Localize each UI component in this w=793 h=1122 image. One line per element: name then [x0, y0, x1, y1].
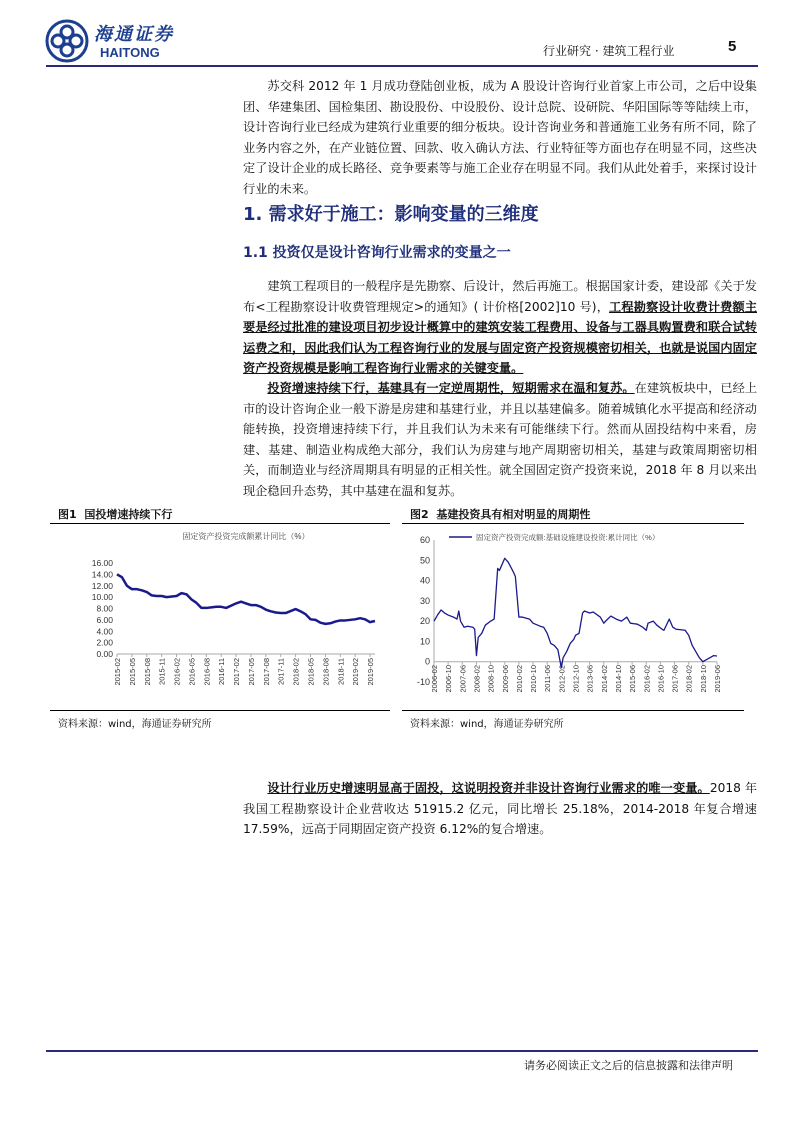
- x-tick-label: 2015-02: [113, 658, 122, 686]
- x-tick-label: 2014-10: [613, 665, 623, 693]
- figure-2-bottom-rule: [402, 710, 744, 711]
- x-tick-label: 2016-08: [202, 658, 212, 686]
- x-tick-label: 2017-11: [276, 658, 286, 685]
- y-tick-label: 4.00: [96, 626, 113, 637]
- x-tick-label: 2019-05: [366, 658, 376, 686]
- figure-1-bottom-rule: [50, 710, 390, 711]
- header-rule: [46, 65, 758, 67]
- x-tick-label: 2006-02: [430, 665, 439, 693]
- figure-2-source: 资料来源：wind，海通证券研究所: [410, 719, 564, 730]
- paragraph-2: [243, 378, 757, 501]
- logo-en-text: HAITONG: [100, 45, 160, 60]
- y-tick-label: 10: [419, 636, 430, 647]
- x-tick-label: 2015-06: [628, 665, 638, 693]
- legend-label: 固定资产投资完成额:基础设施建设投资:累计同比（%）: [476, 533, 660, 542]
- x-tick-label: 2015-08: [142, 658, 152, 686]
- chart-1: [50, 525, 390, 705]
- x-tick-label: 2012-02: [557, 665, 567, 693]
- y-tick-label: 6.00: [96, 614, 113, 625]
- p3-text: 2018 年我国工程勘察设计企业营收达 51915.2 亿元，同比增长 25.18%，2014-2018 年复合增速 17.59%，远高于同期固定资产投资 6.12%的复合增速。: [243, 781, 758, 836]
- footer-rule: [46, 1050, 758, 1052]
- x-tick-label: 2018-05: [306, 658, 316, 686]
- p3-emphasis: 设计行业历史增速明显高于固投，这说明投资并非设计咨询行业需求的唯一变量。: [267, 781, 710, 795]
- x-tick-label: 2017-06: [670, 665, 680, 693]
- x-tick-label: 2018-08: [321, 658, 331, 686]
- figure-1-title: 图1 国投增速持续下行: [58, 508, 173, 521]
- x-tick-label: 2017-05: [246, 658, 256, 686]
- x-tick-label: 2018-02: [684, 665, 694, 693]
- x-tick-label: 2019-02: [351, 658, 361, 686]
- subsection-heading: 1.1 投资仅是设计咨询行业需求的变量之一: [243, 245, 511, 261]
- intro-paragraph: 苏交科 2012 年 1 月成功登陆创业板，成为 A 股设计咨询行业首家上市公司，之后中设集团、华建集团、国检集团、勘设股份、中设股份、设计总院、设研院、华阳国际等等陆续上市，设计咨询行业已经成为建筑行业重要的细分板块。设计咨询业务和普通施工业务有所不同，除了业务内容之外，在产业链位置、回款、收入确认方法、行业特征等方面也存在明显不同，这些决定了设计企业的成长路径、竞争要素等与施工企业存在明显不同。我们从此处着手，来探讨设计行业的未来。: [243, 79, 757, 196]
- x-tick-label: 2017-08: [261, 658, 271, 686]
- y-tick-label: 8.00: [96, 603, 113, 614]
- x-tick-label: 2012-10: [571, 665, 581, 693]
- y-tick-label: 10.00: [91, 592, 113, 603]
- x-tick-label: 2014-02: [599, 665, 609, 693]
- figure-1-top-rule: [50, 523, 390, 524]
- x-tick-label: 2016-10: [656, 665, 666, 693]
- x-tick-label: 2016-02: [642, 665, 652, 693]
- y-tick-label: -10: [416, 677, 430, 687]
- y-tick-label: 60: [419, 535, 430, 545]
- figure-2-top-rule: [402, 523, 744, 524]
- y-tick-label: 0: [424, 656, 430, 667]
- y-tick-label: 0.00: [96, 649, 113, 659]
- haitong-emblem-icon: [44, 18, 90, 64]
- x-tick-label: 2016-05: [187, 658, 197, 686]
- data-line: [117, 574, 375, 623]
- logo-cn-text: 海通证券: [94, 24, 174, 45]
- chart-title: 固定资产投资完成额累计同比（%）: [182, 532, 310, 541]
- y-tick-label: 12.00: [91, 580, 113, 591]
- x-tick-label: 2019-06: [713, 665, 722, 693]
- y-tick-label: 14.00: [91, 569, 113, 580]
- x-tick-label: 2018-02: [291, 658, 301, 686]
- x-tick-label: 2010-10: [529, 665, 539, 693]
- x-tick-label: 2008-10: [486, 665, 496, 693]
- x-tick-label: 2018-10: [698, 665, 708, 693]
- p1-emphasis: 工程勘察设计收费计费额主要是经过批准的建设项目初步设计概算中的建筑安装工程费用、设备与工器具购置费和联合试转运费之和，因此我们认为工程咨询行业的发展与固定资产投资规模密切相关，也就是说国内固定资产投资规模是影响工程咨询行业需求的关键变量。: [243, 299, 758, 375]
- data-line: [434, 558, 717, 668]
- y-tick-label: 50: [419, 555, 430, 566]
- p2-text: 在建筑板块中，已经上市的设计咨询企业一般下游是房建和基建行业，并且以基建偏多。随着城镇化水平提高和经济动能转换，投资增速持续下行，并且我们认为未来有可能继续下行。然而从固投结构中来看，房建、基建、制造业构成绝大部分，我们认为房建与地产周期密切相关，基建与政策周期密切相关，而制造业与经济周期具有明显的正相关性。就全国固定资产投资来说，2018 年 8 月以来出现企稳回升态势，其中基建在温和复苏。: [243, 381, 758, 498]
- x-tick-label: 2018-11: [336, 658, 346, 685]
- x-tick-label: 2017-02: [232, 658, 242, 686]
- x-tick-label: 2015-05: [127, 658, 137, 686]
- header-section: 行业研究 · 建筑工程行业: [543, 44, 675, 58]
- x-tick-label: 2016-11: [217, 658, 227, 685]
- x-tick-label: 2011-06: [543, 665, 553, 692]
- x-tick-label: 2015-11: [157, 658, 167, 685]
- x-tick-label: 2013-06: [585, 665, 595, 693]
- x-tick-label: 2016-02: [172, 658, 182, 686]
- haitong-logo: [44, 18, 184, 64]
- x-tick-label: 2009-06: [500, 665, 510, 693]
- y-tick-label: 30: [419, 595, 430, 606]
- section-heading: 1. 需求好于施工：影响变量的三维度: [243, 204, 539, 225]
- chart-2: [402, 525, 744, 705]
- paragraph-3: [243, 778, 757, 840]
- figure-2-title: 图2 基建投资具有相对明显的周期性: [410, 508, 591, 521]
- p2-emphasis: 投资增速持续下行，基建具有一定逆周期性，短期需求在温和复苏。: [267, 381, 635, 395]
- y-tick-label: 16.00: [91, 558, 113, 568]
- page-number: 5: [728, 38, 737, 55]
- x-tick-label: 2007-06: [458, 665, 468, 693]
- x-tick-label: 2006-10: [444, 665, 454, 693]
- paragraph-1: [243, 276, 757, 379]
- y-tick-label: 20: [419, 616, 430, 627]
- x-tick-label: 2010-02: [514, 665, 524, 693]
- p1-text: 建筑工程项目的一般程序是先勘察、后设计，然后再施工。根据国家计委，建设部《关于发布<工程勘察设计收费管理规定>的通知》( 计价格[2002]10 号)，: [243, 279, 757, 314]
- y-tick-label: 40: [419, 575, 430, 586]
- footer-disclaimer: 请务必阅读正文之后的信息披露和法律声明: [524, 1059, 733, 1072]
- x-tick-label: 2008-02: [472, 665, 482, 693]
- figure-1-source: 资料来源：wind，海通证券研究所: [58, 719, 212, 730]
- y-tick-label: 2.00: [96, 637, 113, 648]
